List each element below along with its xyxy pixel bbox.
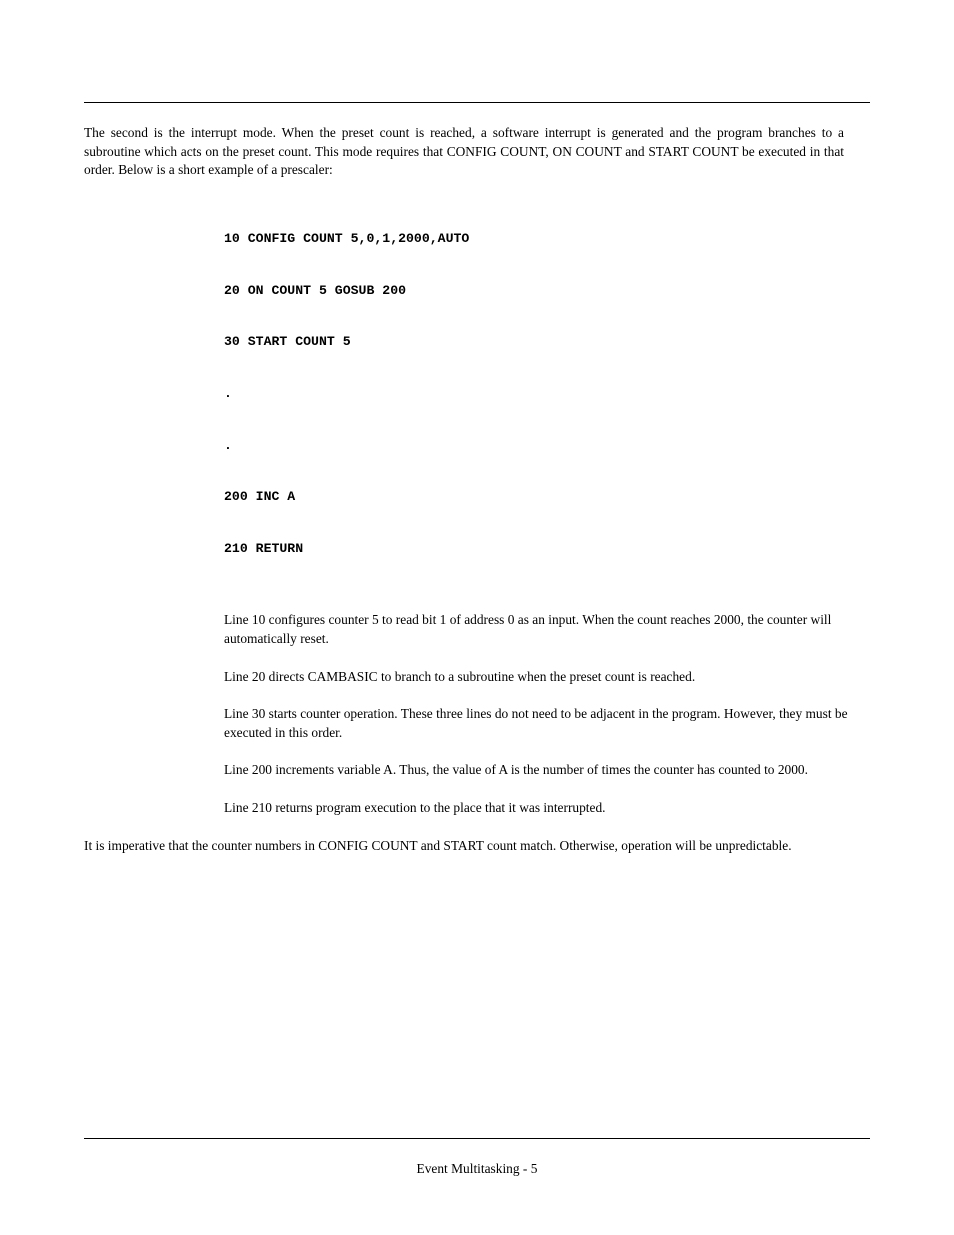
code-line: 20 ON COUNT 5 GOSUB 200 (224, 282, 407, 298)
header-rule (84, 102, 870, 103)
closing-paragraph: It is imperative that the counter numbers in CONFIG COUNT and START count match. Otherwise, operation will be unpredictable. (84, 837, 792, 853)
page-footer: Event Multitasking - 5 (416, 1161, 538, 1176)
code-line: 30 START COUNT 5 (224, 334, 351, 350)
footer-rule (84, 1138, 870, 1139)
code-line: 10 CONFIG COUNT 5,0,1,2000,AUTO (224, 231, 470, 247)
note-line-20: Line 20 directs CAMBASIC to branch to a subroutine when the preset count is reached. (224, 668, 696, 684)
note-line-200: Line 200 increments variable A. Thus, the value of A is the number of times the counter has counted to 2000. (224, 762, 808, 778)
code-listing (224, 196, 844, 592)
line-explanations (224, 611, 850, 817)
code-line: . (224, 437, 232, 453)
note-line-30: Line 30 starts counter operation. These three lines do not need to be adjacent in the program. However, they must be executed in this order. (224, 706, 848, 740)
note-line-10: Line 10 configures counter 5 to read bit 1 of address 0 as an input. When the count reaches 2000, the counter will automatically reset. (224, 612, 832, 646)
code-line: 200 INC A (224, 489, 296, 505)
code-line: . (224, 385, 232, 401)
page-body (84, 124, 848, 855)
code-line: 210 RETURN (224, 540, 304, 556)
intro-paragraph: The second is the interrupt mode. When the preset count is reached, a software interrupt is generated and the program branches to a subroutine which acts on the preset count. This mode requires that CONFIG COUNT, ON COUNT and START COUNT be executed in that order. Below is a short example of a prescaler: (84, 125, 844, 178)
note-line-210: Line 210 returns program execution to the place that it was interrupted. (224, 799, 606, 815)
